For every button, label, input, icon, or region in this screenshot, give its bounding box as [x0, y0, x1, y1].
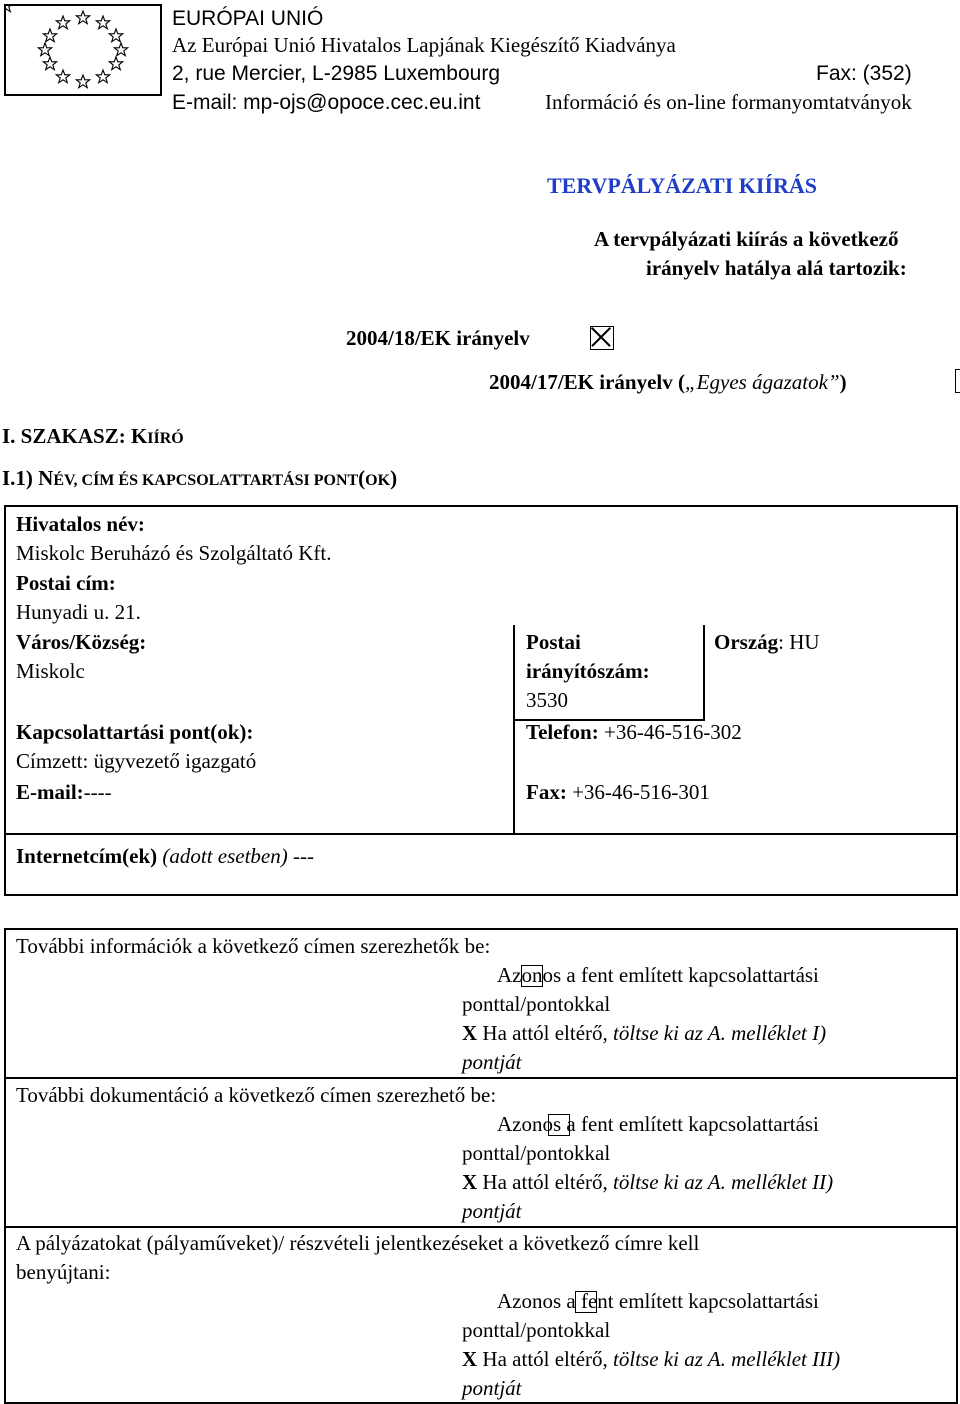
directive-17-label: 2004/17/EK irányelv („Egyes ágazatok”): [489, 370, 847, 394]
header-fax: Fax: (352): [816, 62, 912, 85]
info-block-1-same-text: Azonos a fent említett kapcsolattartási: [497, 963, 819, 987]
info-block-2-x-mark: X: [462, 1170, 478, 1194]
info-divider-1: [4, 1077, 958, 1079]
header-address: 2, rue Mercier, L-2985 Luxembourg: [172, 62, 501, 85]
phone: Telefon: +36-46-516-302: [526, 720, 742, 744]
info-block-2-heading: További dokumentáció a következő címen szerezhető be:: [16, 1083, 497, 1107]
info-block-3-same-text: Azonos a fent említett kapcsolattartási: [497, 1289, 819, 1313]
zip-country-divider: [703, 625, 705, 720]
info-block-1-other-2: pontját: [462, 1050, 522, 1074]
header-info: Információ és on-line formanyomtatványok: [545, 90, 912, 114]
postal-address-label: Postai cím:: [16, 571, 116, 595]
subsection-title: I.1) NÉV, CÍM ÉS KAPCSOLATTARTÁSI PONT(OK): [2, 466, 398, 490]
info-block-2-same-text: Azonos a fent említett kapcsolattartási: [497, 1112, 819, 1136]
zip-value: 3530: [526, 688, 568, 712]
info-block-1-same-text-2: ponttal/pontokkal: [462, 992, 611, 1016]
info-block-3-same-text-2: ponttal/pontokkal: [462, 1318, 611, 1342]
info-block-1-other: X Ha attól eltérő, töltse ki az A. melléklet I): [462, 1021, 827, 1045]
info-block-2-other: X Ha attól eltérő, töltse ki az A. melléklet II): [462, 1170, 834, 1194]
header-publication: Az Európai Unió Hivatalos Lapjának Kiegészítő Kiadványa: [172, 33, 676, 57]
contact-divider-internet: [4, 833, 958, 835]
notice-title: TERVPÁLYÁZATI KIÍRÁS: [547, 173, 818, 198]
info-divider-2: [4, 1226, 958, 1228]
info-block-1-x-mark: X: [462, 1021, 478, 1045]
eu-stars-icon: [6, 6, 160, 94]
official-name-label: Hivatalos név:: [16, 512, 145, 536]
internet-address: Internetcím(ek) (adott esetben) ---: [16, 844, 314, 868]
scope-line-2: irányelv hatálya alá tartozik:: [646, 256, 907, 280]
eu-flag-logo: [4, 4, 162, 96]
header-org: EURÓPAI UNIÓ: [172, 7, 324, 30]
contact-point-label: Kapcsolattartási pont(ok):: [16, 720, 254, 744]
city-value: Miskolc: [16, 659, 85, 683]
info-block-3-heading-2: benyújtani:: [16, 1260, 111, 1284]
section-title: I. SZAKASZ: KIÍRÓ: [2, 424, 184, 448]
info-block-1-heading: További információk a következő címen szerezhetők be:: [16, 934, 491, 958]
zip-label-2: irányítószám:: [526, 659, 650, 683]
directive-18-checkbox[interactable]: [590, 326, 614, 350]
country: Ország: HU: [714, 630, 820, 654]
email: E-mail:----: [16, 780, 112, 804]
fax: Fax: +36-46-516-301: [526, 780, 710, 804]
info-block-2-same-text-2: ponttal/pontokkal: [462, 1141, 611, 1165]
directive-18-label: 2004/18/EK irányelv: [346, 326, 530, 350]
header-email-link[interactable]: E-mail: mp-ojs@opoce.cec.eu.int: [172, 91, 481, 114]
city-label: Város/Község:: [16, 630, 147, 654]
info-block-2-other-2: pontját: [462, 1199, 522, 1223]
official-name-value: Miskolc Beruházó és Szolgáltató Kft.: [16, 541, 332, 565]
contact-divider-vertical: [513, 625, 515, 834]
zip-label-1: Postai: [526, 630, 581, 654]
info-block-3-x-mark: X: [462, 1347, 478, 1371]
info-block-3-other: X Ha attól eltérő, töltse ki az A. melléklet III): [462, 1347, 841, 1371]
directive-17-checkbox[interactable]: [955, 369, 960, 393]
info-block-3-heading: A pályázatokat (pályaműveket)/ részvételi jelentkezéseket a következő címre kell: [16, 1231, 700, 1255]
info-block-3-other-2: pontját: [462, 1376, 522, 1400]
contact-point-value: Címzett: ügyvezető igazgató: [16, 749, 257, 773]
scope-line-1: A tervpályázati kiírás a következő: [594, 227, 899, 251]
postal-address-value: Hunyadi u. 21.: [16, 600, 141, 624]
